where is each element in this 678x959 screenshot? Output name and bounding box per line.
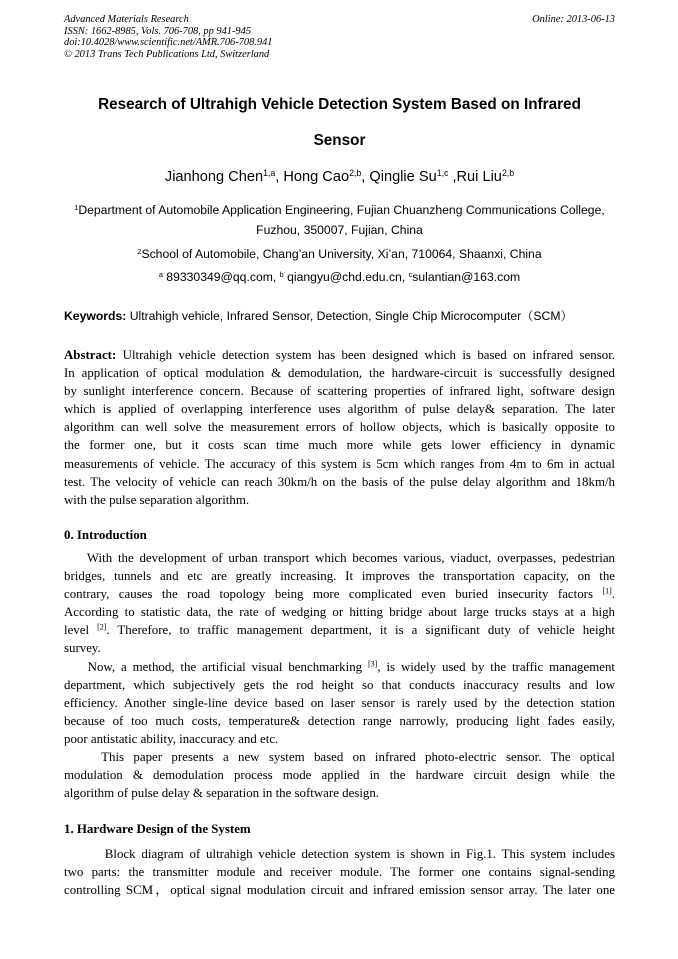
affiliation-2-text: School of Automobile, Chang’an University, Xi’an, 710064, Shaanxi, China [141,247,542,261]
affiliation-2 [64,244,615,264]
hardware-line: controlling SCM，optical signal modulation circuit and infrared emission sensor array. The later one [64,883,615,898]
intro-line-end: . [611,587,615,602]
paper-title [64,87,615,159]
intro-line: because of too much costs, temperature& detection range narrowly, producing light fades easily, [64,713,615,728]
intro-line: With the development of urban transport which becomes various, viaduct, overpasses, pedestrian [64,551,615,565]
intro-line [64,621,615,639]
intro-line: According to statistic data, the rate of wedging or hitting bridge about large trucks stays at a high [64,605,615,620]
intro-line: modulation & demodulation process mode applied in the hardware circuit design while the [64,768,615,783]
citation-ref-3: [3] [368,659,378,669]
email-mark: a [158,269,163,279]
author-emails [64,267,615,287]
author-affiliation-mark: 1,a [263,168,276,179]
introduction-body [64,549,615,802]
section-heading-hardware-design: 1. Hardware Design of the System [64,822,251,836]
intro-line: This paper presents a new system based on infrared photo-electric sensor. The optical [64,750,615,765]
abstract-line: the former one, but it costs scan time much more while gets lower efficiency in dynamic [64,438,615,453]
hardware-design-body [64,845,615,899]
abstract-line: test. The velocity of vehicle can reach 30km/h on the basis of the pulse delay algorithm and 18km/h [64,474,615,489]
doi-line: doi:10.4028/www.scientific.net/AMR.706-708.941 [64,37,273,49]
citation-ref-1: [1] [602,586,612,596]
hardware-line: Block diagram of ultrahigh vehicle detection system is shown in Fig.1. This system includes [64,847,615,861]
abstract-line: by sunlight interference concern. Because of scattering properties of infrared light, software design [64,384,615,399]
email-a: 89330349@qq.com, [162,270,280,284]
affiliation-mark: 2 [137,246,142,256]
intro-line-text: level [64,623,98,638]
email-mark: b [279,269,284,279]
journal-name: Advanced Materials Research [64,14,189,25]
keywords [64,306,624,326]
intro-line: bridges, tunnels and etc are greatly increasing. It improves the transportation capacity, on the [64,569,615,584]
hardware-line: two parts: the transmitter module and receiver module. The former one contains signal-sending [64,865,615,880]
affiliation-1-line-2: Fuzhou, 350007, Fujian, China [256,223,423,237]
affiliation-mark: 1 [74,202,79,212]
affiliation-1 [64,200,615,240]
intro-line-rest: , is widely used by the traffic management [377,659,615,674]
abstract-line: with the pulse separation algorithm. [64,492,250,507]
intro-line: efficiency. Another single-line device based on laser sensor is rarely used by the detection station [64,695,615,710]
author-name: Hong Cao [283,169,350,185]
intro-line: survey. [64,641,101,656]
intro-line-text: contrary, causes the road topology being more complicated even buried insecurity factors [64,587,603,602]
issn-line: ISSN: 1662-8985, Vols. 706-708, pp 941-945 [64,25,252,37]
intro-line [64,658,615,676]
author-affiliation-mark: 1,c [436,168,449,179]
title-line-2: Sensor [313,132,366,149]
intro-line [64,585,615,603]
abstract-line: algorithm can well solve the measurement errors of hollow objects, which is basically opposite to [64,420,615,435]
abstract-line: measurements of vehicle. The accuracy of this system is 5cm which ranges from 4m to 6m in actual [64,456,615,471]
author-separator: , [361,169,370,185]
email-mark: c [408,269,413,279]
author-affiliation-mark: 2,b [349,168,362,179]
affiliation-1-line-1: Department of Automobile Application Engineering, Fujian Chuanzheng Communications College, [78,203,605,217]
citation-ref-2: [2] [97,622,107,632]
abstract-line: In application of optical modulation & demodulation, the hardware-circuit is successfully designed [64,366,615,381]
abstract-line: which is applied of overlapping interference uses algorithm of pulse delay& separation. The later [64,402,615,417]
intro-line: algorithm of pulse delay & separation in the software design. [64,786,380,801]
online-date: Online: 2013-06-13 [532,14,615,25]
author-affiliation-mark: 2,b [501,168,515,179]
email-c: sulantian@163.com [412,270,521,284]
journal-header [64,14,615,60]
keywords-label: Keywords: [64,309,127,323]
copyright-line: © 2013 Trans Tech Publications Ltd, Switzerland [64,48,270,60]
author-name: Jianhong Chen [164,169,264,185]
author-name: Rui Liu [456,169,502,185]
email-b: qiangyu@chd.edu.cn, [283,270,409,284]
intro-line: poor antistatic ability, inaccuracy and etc. [64,731,279,746]
intro-line-rest: . Therefore, to traffic management department, it is a significant duty of vehicle height [106,623,615,638]
abstract-label: Abstract: [64,348,117,362]
keywords-text: Ultrahigh vehicle, Infrared Sensor, Detection, Single Chip Microcomputer（SCM） [126,309,573,323]
intro-line: department, which subjectively gets the rod height so that conducts inaccuracy results and low [64,677,615,692]
abstract [64,346,615,509]
intro-line-text: Now, a method, the artificial visual benchmarking [64,659,369,674]
title-line-1: Research of Ultrahigh Vehicle Detection System Based on Infrared [98,96,581,113]
author-separator: , [275,169,284,185]
abstract-line: Ultrahigh vehicle detection system has been designed which is based on infrared sensor. [116,348,615,362]
section-heading-introduction: 0. Introduction [64,528,147,542]
author-list [64,166,615,188]
author-separator: , [448,169,457,185]
author-name: Qinglie Su [369,169,437,185]
